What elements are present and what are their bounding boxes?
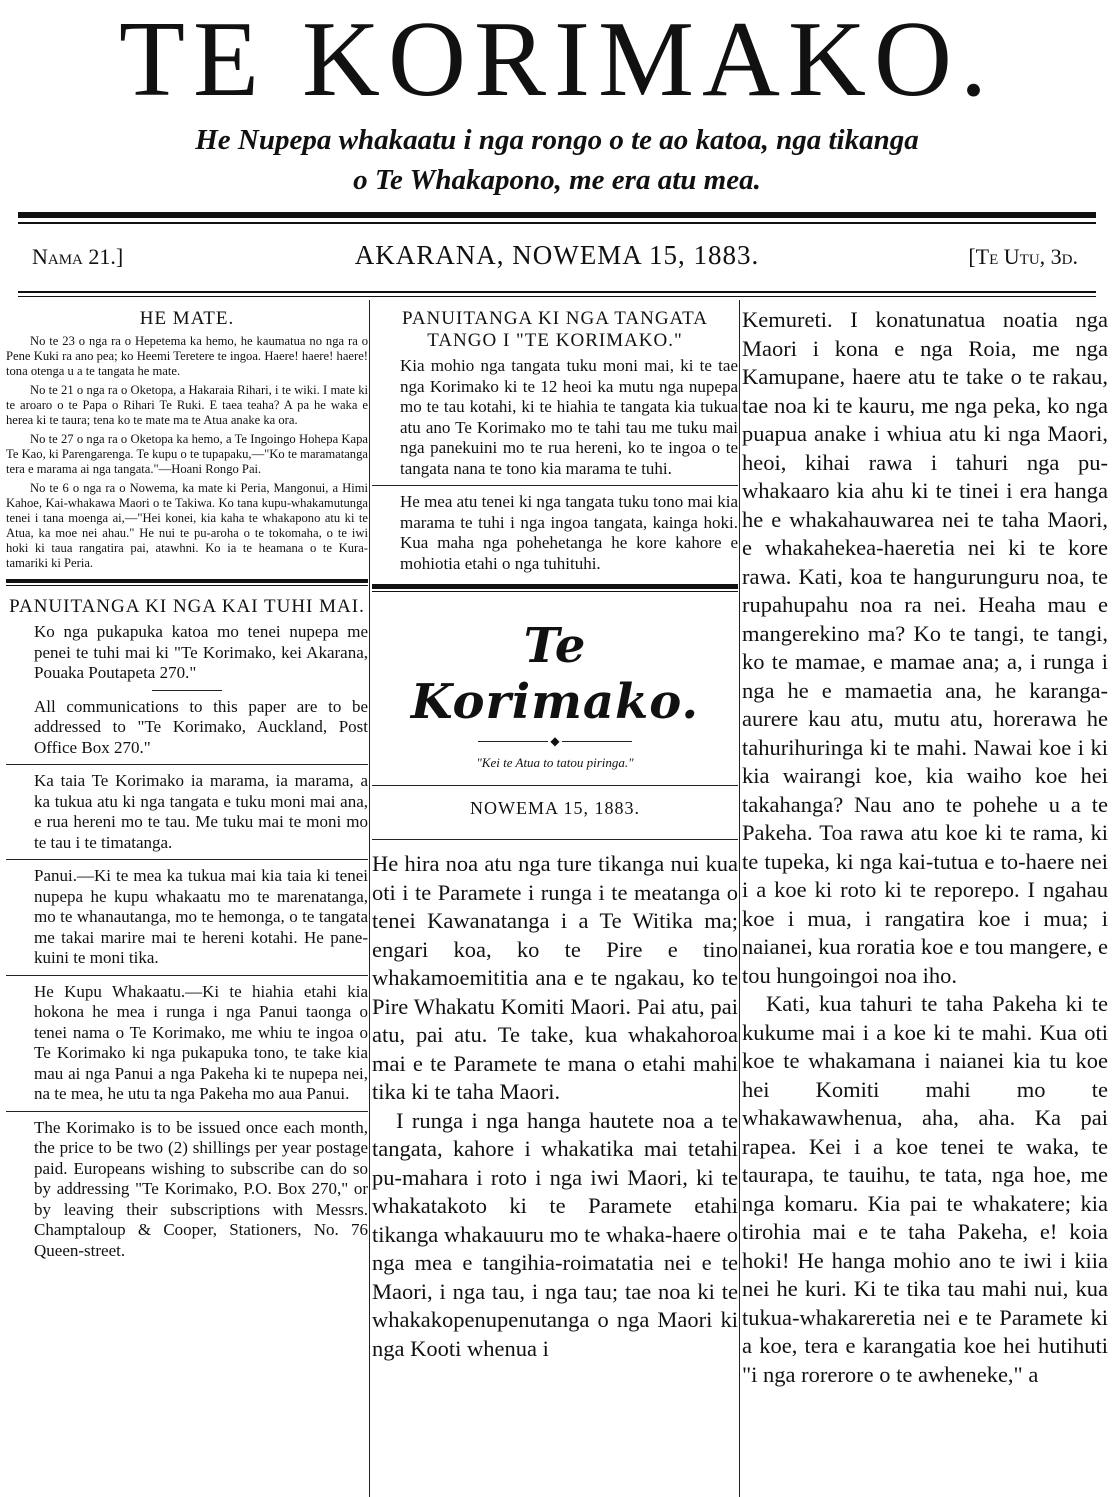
he-mate-heading: HE MATE.: [139, 308, 235, 329]
rule: [6, 859, 368, 860]
subtitle-line-2: o Te Whakapono, me era atu mea.: [353, 164, 761, 196]
ornament-line-right: [562, 741, 632, 742]
tango-heading: PANUITANGA KI NGA TANGATA TANGO I "TE KORIMAKO.": [402, 308, 708, 351]
subtitle-line-1: He Nupepa whakaatu i nga rongo o te ao katoa, nga tikanga: [195, 124, 919, 156]
editorial-masthead: Te Korimako.: [410, 618, 700, 730]
editorial-paragraph: Kemureti. I konatunatua noatia nga Maori i kona e nga Roia, me nga Kamupane, haere atu te take o te rakau, tae noa ki te kauru, me nga peka, ko nga puapua anake i whiua atu ki nga Maori, heoi, kihai rawa i tahuri nga pu-whakaaro kia ahu ki te tinei i era hanga he e whakahauwarea nei te taha Maori, e whakahekea-haeretia nei ki te kore rawa. Kati, koa te hangurunguru noa, te rupahupahu noa ra nei. Heaha mau e mangerekino ma? Ko te tangi, te tangi, ko te mamae, e mamae ana; a, i runga i nga he e mamaetia ana, he karanga-aurere kau atu, mutu atu, horerawa he tahurihuringa ki te mahi. Nawai koe i ki kia wairangi koe, kia waiho koe hei takahanga? Nau ano te pohehe u a te Pakeha. Toa rawa atu koe ki te rama, ki te tupeka, ki nga kai-tutua e to-haere nei i a koe ki roto ki te reporepo. I ngahau koe i mua, i rangatira koe i mua; i naianei, kua roratia koe e tou mangere, e tou hungoingoi noa iho.: [742, 307, 1108, 988]
issue-price: [Te Utu, 3d.: [968, 244, 1078, 269]
short-rule: [152, 690, 222, 691]
english-subscription-notice: The Korimako is to be issued once each month, the price to be two (2) shillings per year postage paid. Europeans wishing to subscribe can do so by addressing "Te Korimako, P.O. Box 270," or by leaving their subscriptions with Messrs. Champtaloup & Cooper, Stationers, No. 76 Queen-street.: [34, 1117, 368, 1260]
masthead-rule-thick: [18, 212, 1096, 218]
ka-taia-notice: Ka taia Te Korimako ia marama, ia marama, a ka tukua atu ki nga tangata e tuku moni mai ana, e rua hereni mo te tau. Me tuku mai te moni mo te tau i te timatanga.: [34, 771, 368, 852]
column-divider-1: [369, 300, 370, 1497]
editorial-rule-thick: [372, 584, 738, 589]
death-notice: No te 27 o nga ra o Oketopa ka hemo, a Te Ingoingo Hohepa Kapa Te Kao, ki Parengarenga. Te kupu o te tupapaku,—"Ko te maramatanga tera e marama ai nga tangata."—Hoani Rongo Pai.: [6, 432, 368, 476]
ornament-line-left: [478, 741, 548, 742]
rule: [6, 975, 368, 976]
death-notice: No te 21 o nga ra o Oketopa, a Hakaraia Rihari, i te wiki. I mate ki te aroaro o te Papa o Rihari Te Ruki. E taea teaha? A pa he waka e herea ki te taura; tena ko te mate ma te Atua anake ka ora.: [6, 383, 368, 427]
issue-rule-top: [18, 291, 1096, 293]
column-divider-2: [739, 300, 740, 1497]
editorial-continued: [742, 306, 1108, 1389]
issue-bar: [22, 240, 1092, 276]
section-rule-thick: [6, 579, 368, 583]
death-notice: No te 6 o nga ra o Nowema, ka mate ki Peria, Mangonui, a Himi Kahoe, Kai-whakawa Maori o te Takiwa. Ko tana kupu-whakamutunga tenei i tana moenga ai,—"Hei konei, kia kaha te whakapono atu ki te Atua, ka moe nei ahau." He nui te pu-aroha o te tokomaha, o te iwi hoki ki taua rangatira pai, atawhni. Ko ia te heamana o te Kura-tamariki ki Peria.: [6, 481, 368, 570]
he-mate-notices: [6, 334, 368, 571]
dateline: AKARANA, NOWEMA 15, 1883.: [354, 240, 760, 270]
rule: [6, 764, 368, 765]
masthead-subtitle: [60, 120, 1054, 200]
rule: [372, 785, 738, 786]
editorial-motto: "Kei te Atua to tatou piringa.": [476, 755, 634, 770]
ornament-divider: [372, 734, 738, 749]
panui-notice: Panui.—Ki te mea ka tukua mai kia taia ki tenei nupepa he kupu whakaatu mo te marenatanga, mo te whanautanga, mo te hemonga, o te tangata me takai marire mai te hereni kotahi. He pane-kuini te moni tika.: [34, 866, 368, 967]
column-3: [742, 306, 1108, 1497]
diamond-icon: ◆: [550, 734, 560, 748]
rule: [372, 485, 738, 486]
kai-tuhi-notice: [6, 622, 368, 1261]
column-1: [6, 306, 368, 1497]
death-notice: No te 23 o nga ra o Hepetema ka hemo, he kaumatua no nga ra o Pene Kuki ra ano pea; ko Heemi Teretere te ingoa. Haere! haere! haere! tona otenga u a te tangata he mate.: [6, 334, 368, 378]
tango-notice: [372, 356, 738, 574]
section-rule-thin: [6, 585, 368, 586]
editorial-body: [372, 850, 738, 1363]
editorial-paragraph: Kati, kua tahuri te taha Pakeha ki te kukume mai i a koe ki te mahi. Kua oti koe te whakamana i naianei kia tu koe hei Komiti mahi mo te whakawawhenua, aha, aha. Ka pai rapea. Kei i a koe tenei te waka, te taurapa, te tauihu, te tata, nga hoe, me nga komaru. Kia pai te whakatere; kia tirohia mai e te taha Pakeha, e! koia hoki! He hanga mohio ano te iwi i kiia nei he kuri. Ki te tika tau mahi nui, kua tukua-whakareretia nei e te Paramete ki a koe, tera e karangatia koe hei hutihuti "i nga rorerore o te awheneke," a: [742, 991, 1108, 1387]
column-2: [372, 306, 738, 1497]
editorial-paragraph: I runga i nga hanga hautete noa a te tangata, kahore i whakatika mai tetahi pu-mahara i roto i nga iwi Maori, ki te whakatakoto ki te Paramete etahi tikanga whakauuru mo te whaka-haere o nga mea e tangihia-roimatatia nei e te Maori, i nga tau, i nga tau; tae noa ki te whakakopenupenutanga o nga Maori ki nga Kooti whenua i: [372, 1107, 738, 1361]
rule: [6, 1111, 368, 1112]
masthead-title: TE KORIMAKO.: [119, 0, 995, 119]
rule: [372, 839, 738, 840]
kai-tuhi-heading: PANUITANGA KI NGA KAI TUHI MAI.: [9, 596, 365, 617]
kupu-whakaatu-notice: He Kupu Whakaatu.—Ki te hiahia etahi kia hokona he mea i runga i nga Panui taonga o tenei nama o Te Korimako, me whiu te ingoa o Te Korimako ki nga pukapuka tono, te take kia mau ai nga Panui a nga Pakeha ki te nupepa nei, na te mea, he utu ta nga Pakeha mo aua Panui.: [34, 981, 368, 1103]
issue-number: Nama 21.]: [32, 244, 124, 269]
editorial-date: NOWEMA 15, 1883.: [470, 798, 640, 818]
issue-rule-bottom: [18, 296, 1096, 297]
tango-paragraph-1: Kia mohio nga tangata tuku moni mai, ki te tae nga Korimako ki te 12 heoi ka mutu nga nupepa mo te tau kotahi, ki te hiahia te tangata kia tukua atu ano Te Korimako mo te tahi tau me tuku mai nga panekuini mo te rua hereni, ko te ingoa o te tangata nana te tono kia marama te tuhi.: [400, 356, 738, 478]
kai-tuhi-maori: Ko nga pukapuka katoa mo tenei nupepa me penei te tuhi mai ki "Te Korimako, kei Akarana, Pouaka Poutapeta 270.": [34, 622, 368, 682]
masthead-rule-thin: [18, 222, 1096, 224]
editorial-rule-thin: [372, 591, 738, 592]
editorial-paragraph: He hira noa atu nga ture tikanga nui kua oti i te Paramete i runga i te meatanga o tenei Kawanatanga i a Te Witika ma; engari koa, ko te Pire e tino whakamoemititia ana e te ngakau, ko te Pire Whakatu Komiti Maori. Pai atu, pai atu, pai atu. Te take, kua whakahoroa mai e te Paramete te mana o etahi mahi tika ki te taha Maori.: [372, 851, 738, 1104]
tango-paragraph-2: He mea atu tenei ki nga tangata tuku tono mai kia marama te tuhi i nga ingoa tangata, kainga hoki. Kua maha nga pohehetanga he kore kahore e mohiotia etahi o nga tuhituhi.: [400, 492, 738, 573]
kai-tuhi-english: All communications to this paper are to be addressed to "Te Korimako, Auckland, Post Office Box 270.": [34, 696, 368, 757]
